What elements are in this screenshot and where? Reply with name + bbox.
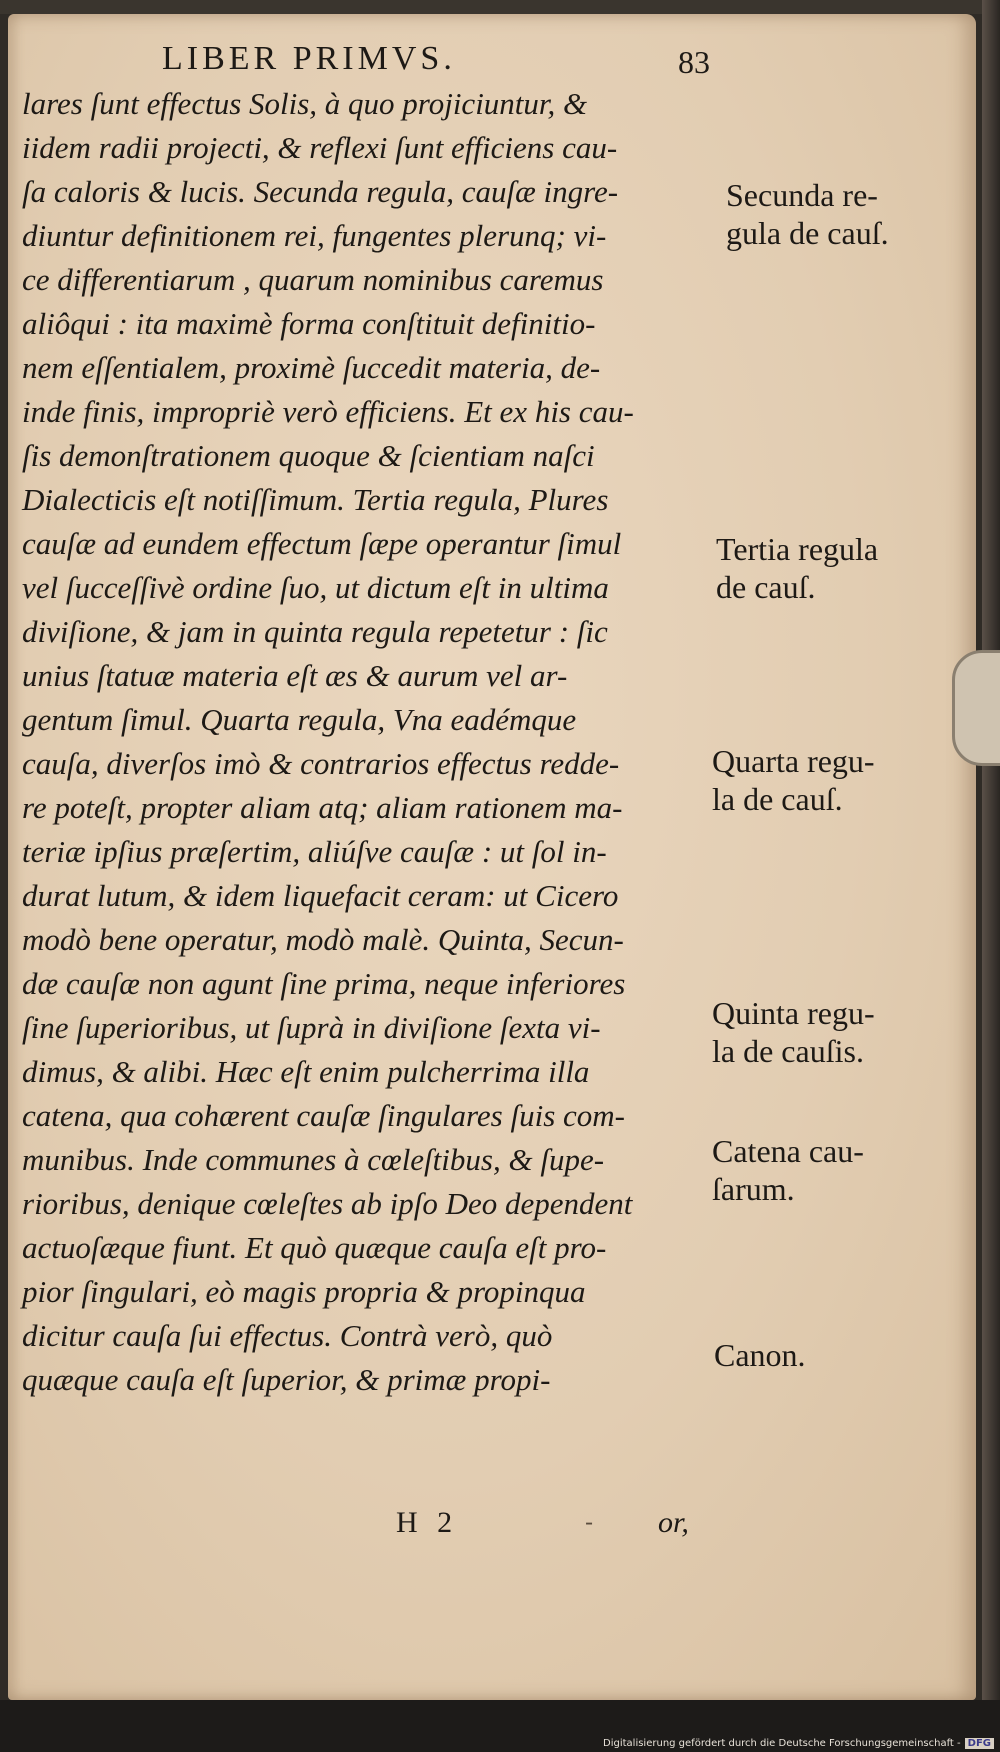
scan-background-right [982,0,1000,1752]
margin-note-line: Quarta regu- [712,743,875,779]
margin-note-quarta [712,742,875,818]
text-line: dæ cauſæ non agunt ſine prima, neque inferiores [22,966,626,1001]
text-line: inde finis, impropriè verò efficiens. Et ex his cau- [22,394,634,429]
text-line: actuoſæque fiunt. Et quò quæque cauſa eſt pro- [22,1230,607,1265]
text-line: quæque cauſa eſt ſuperior, & primæ propi- [22,1362,551,1397]
main-text-block [22,82,712,1402]
margin-note-quinta [712,994,875,1070]
text-line: lares ſunt effectus Solis, à quo projiciuntur, & [22,86,588,121]
text-line: diuntur definitionem rei, fungentes plerunq; vi- [22,218,607,253]
margin-note-line: ſarum. [712,1171,795,1207]
page-number: 83 [678,44,710,80]
text-line: modò bene operatur, modò malè. Quinta, Secun- [22,922,624,957]
text-line: nem eſſentialem, proximè ſuccedit materia, de- [22,350,601,385]
text-line: vel ſucceſſivè ordine ſuo, ut dictum eſt in ultima [22,570,609,605]
scan-background-top [0,0,1000,14]
text-line: rioribus, denique cœleſtes ab ipſo Deo dependent [22,1186,633,1221]
text-line: unius ſtatuæ materia eſt æs & aurum vel ar- [22,658,568,693]
text-line: Dialecticis eſt notiſſimum. Tertia regula, Plures [22,482,609,517]
text-line: ſis demonſtrationem quoque & ſcientiam naſci [22,438,595,473]
text-line: ſine ſuperioribus, ut ſuprà in diviſione ſexta vi- [22,1010,601,1045]
margin-note-line: Tertia regula [716,531,879,567]
text-line: ce differentiarum , quarum nominibus caremus [22,262,604,297]
margin-note-canon [714,1336,806,1374]
text-line: aliôqui : ita maximè forma conſtituit definitio- [22,306,596,341]
text-line: dimus, & alibi. Hæc eſt enim pulcherrima illa [22,1054,590,1089]
dfg-logo: DFG [965,1738,994,1749]
text-line: gentum ſimul. Quarta regula, Vna eadémque [22,702,577,737]
footer-dash: - [585,1508,594,1536]
scan-credit [603,1738,994,1749]
margin-note-line: la de cauſ. [712,781,843,817]
margin-note-line: Quinta regu- [712,995,875,1031]
margin-note-catena [712,1132,864,1208]
margin-note-line: Catena cau- [712,1133,864,1169]
book-clasp-edge [952,650,1000,766]
margin-note-line: Secunda re- [726,177,878,213]
text-line: dicitur cauſa ſui effectus. Contrà verò, quò [22,1318,553,1353]
margin-note-line: Canon. [714,1337,806,1373]
margin-note-tertia [716,530,878,606]
margin-note-secunda [726,176,889,252]
margin-note-line: de cauſ. [716,569,816,605]
text-line: catena, qua cohærent cauſæ ſingulares ſuis com- [22,1098,625,1133]
text-line: re poteſt, propter aliam atq; aliam rationem ma- [22,790,623,825]
signature-mark: H 2 [396,1506,459,1539]
catchword: or, [658,1506,689,1539]
text-line: teriæ ipſius præſertim, aliúſve cauſæ : ut ſol in- [22,834,607,869]
text-line: diviſione, & jam in quinta regula repetetur : ſic [22,614,608,649]
text-line: durat lutum, & idem liquefacit ceram: ut Cicero [22,878,619,913]
text-line: munibus. Inde communes à cœleſtibus, & ſupe- [22,1142,605,1177]
scan-credit-text: Digitalisierung gefördert durch die Deutsche Forschungsgemeinschaft - [603,1738,961,1749]
margin-note-line: gula de cauſ. [726,215,889,251]
margin-note-line: la de cauſis. [712,1033,864,1069]
text-line: pior ſingulari, eò magis propria & propinqua [22,1274,586,1309]
text-line: ſa caloris & lucis. Secunda regula, cauſæ ingre- [22,174,619,209]
text-line: cauſa, diverſos imò & contrarios effectus redde- [22,746,620,781]
text-line: cauſæ ad eundem effectum ſæpe operantur ſimul [22,526,622,561]
running-title: LIBER PRIMVS. [162,40,456,77]
text-line: iidem radii projecti, & reflexi ſunt efficiens cau- [22,130,618,165]
